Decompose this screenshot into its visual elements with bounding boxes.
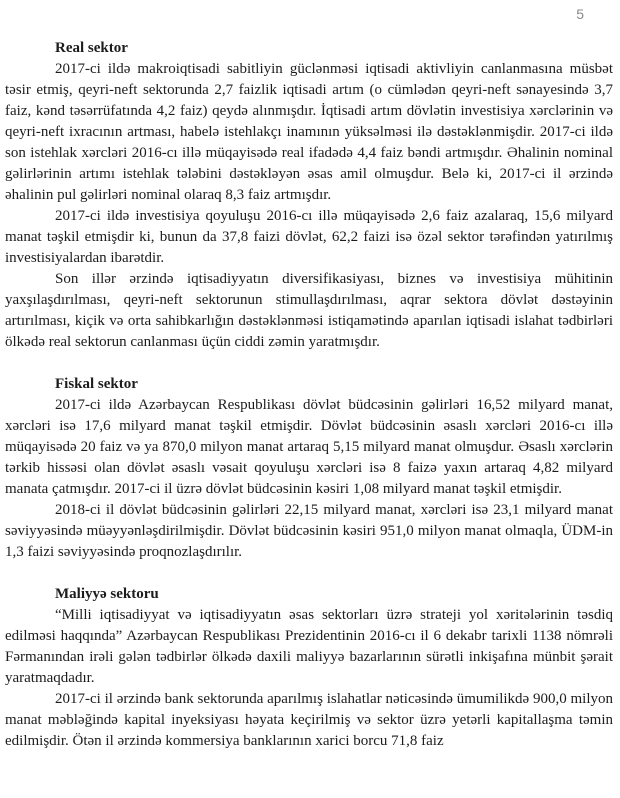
paragraph-real-1: 2017-ci ildə makroiqtisadi sabitliyin güclənməsi iqtisadi aktivliyin canlanmasına müsbət təsir etmiş, qeyri-neft sektorunda 2,7 faizlik iqtisadi artım (o cümlədən qeyri-neft sənayesində 3,7 faiz, kənd təsərrüfatında 4,2 faiz) qeydə alınmışdır. İqtisadi artım dövlətin investisiya xərclərinin və qeyri-neft ixracının artması, habelə istehlakçı inamının yüksəlməsi ilə dəstəklənmişdir. 2017-ci ildə son istehlak xərcləri 2016-cı illə müqayisədə real ifadədə 4,4 faiz bəndi artmışdır. Əhalinin nominal gəlirlərinin artımı istehlak tələbini dəstəkləyən əsas amil olmuşdur. Belə ki, 2017-ci il ərzində əhalinin pul gəlirləri nominal olaraq 8,3 faiz artmışdır. — [5, 61, 613, 203]
paragraph-fiskal-1: 2017-ci ildə Azərbaycan Respublikası dövlət büdcəsinin gəlirləri 16,52 milyard manat, xərcləri isə 17,6 milyard manat təşkil etmişdir. Dövlət büdcəsinin əsaslı xərcləri 2016-cı illə müqayisədə 20 faiz və ya 870,0 milyon manat artaraq 5,15 milyard manat olmuşdur. Əsaslı xərclərin tərkib hissəsi olan dövlət əsaslı vəsait qoyuluşu xərcləri isə 8 faizə yaxın artaraq 4,82 milyard manata çatmışdır. 2017-ci il üzrə dövlət büdcəsinin kəsiri 1,08 milyard manat təşkil etmişdir. — [5, 397, 613, 497]
section-fiskal-sektor — [5, 374, 613, 563]
page-number: 5 — [576, 6, 584, 22]
section-real-sektor — [5, 38, 613, 353]
section-heading-real-sektor: Real sektor — [55, 40, 128, 56]
section-maliyye-sektoru — [5, 584, 613, 752]
paragraph-real-2: 2017-ci ildə investisiya qoyuluşu 2016-cı illə müqayisədə 2,6 faiz azalaraq, 15,6 milyard manat təşkil etmişdir ki, bunun da 37,8 faizi dövlət, 62,2 faizi isə özəl sektor tərəfindən yatırılmış investisiyalardan ibarətdir. — [5, 208, 613, 266]
paragraph-fiskal-2: 2018-ci il dövlət büdcəsinin gəlirləri 22,15 milyard manat, xərcləri isə 23,1 milyard manat səviyyəsində müəyyənləşdirilmişdir. Dövlət büdcəsinin kəsiri 951,0 milyon manat olmaqla, ÜDM-in 1,3 faizi səviyyəsində proqnozlaşdırılır. — [5, 502, 613, 560]
paragraph-maliyye-2: 2017-ci il ərzində bank sektorunda aparılmış islahatlar nəticəsində ümumilikdə 900,0 milyon manat məbləğində kapital inyeksiyası həyata keçirilmiş və sektor üzrə yetərli kapitallaşma təmin edilmişdir. Ötən il ərzində kommersiya banklarının xarici borcu 71,8 faiz — [5, 691, 613, 749]
paragraph-maliyye-1: “Milli iqtisadiyyat və iqtisadiyyatın əsas sektorları üzrə strateji yol xəritələrinin təsdiq edilməsi haqqında” Azərbaycan Respublikası Prezidentinin 2016-cı il 6 dekabr tarixli 1138 nömrəli Fərmanından irəli gələn tədbirlər ölkədə daxili maliyyə bazarlarının sürətli inkişafına münbit şərait yaratmaqdadır. — [5, 607, 613, 686]
paragraph-real-3: Son illər ərzində iqtisadiyyatın diversifikasiyası, biznes və investisiya mühitinin yaxşılaşdırılması, qeyri-neft sektorunun stimullaşdırılması, aqrar sektora dövlət dəstəyinin artırılması, kiçik və orta sahibkarlığın dəstəklənməsi istiqamətində aparılan iqtisadi islahat tədbirləri ölkədə real sektorun canlanması üçün ciddi zəmin yaratmışdır. — [5, 271, 613, 350]
section-heading-maliyye-sektoru: Maliyyə sektoru — [55, 586, 159, 602]
section-heading-fiskal-sektor: Fiskal sektor — [55, 376, 138, 392]
